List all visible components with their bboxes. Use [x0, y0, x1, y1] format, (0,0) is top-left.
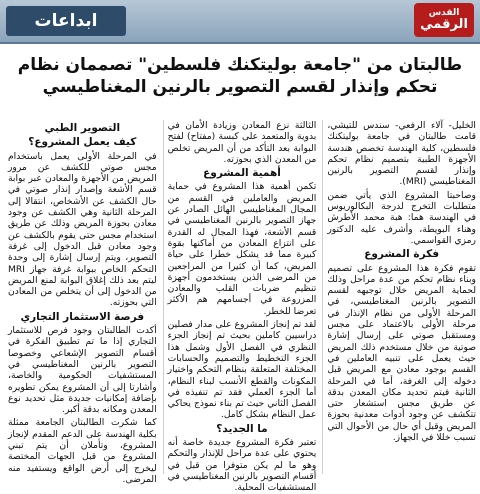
subheading: أهمية المشروع: [203, 167, 281, 180]
paragraph: الثالثة نزع المعادن وزيادة الأمان في بدوية والمتعمد على كبسة (مفتاح) لفتح البوابة بعد التأكد من أن المريض تخلص من المعدن الذي بحوزته.: [167, 120, 317, 165]
subheading: التصوير الطبي: [44, 122, 121, 134]
paragraph: كما شكرت الطالبتان الجامعة ممثلة بكلية الهندسة على الدعم المقدم لإنجاز المشروع، وتأملان أن يتم تبني المشروع من قبل الجهات المختصة ليخرج إلى أرض الواقع ويستفيد منه المرضى.: [7, 417, 157, 485]
paragraph: وصاحبتا المشروع الذي يأتي ضمن متطلبات التخرج لدرجة البكالوريوس في الهندسة هما: هبة محمد الأطرش وهناء البويطة، وأشرف عليه الدكتور رمزي القواسمي.: [327, 189, 476, 246]
subheading: كيف يعمل المشروع؟: [28, 136, 137, 149]
paragraph: تقوم فكرة هذا المشروع على تصميم وبناء نظام تحكم من عدة مراحل وذلك لحماية المريض خلال توجيهه لقسم التصوير بالرنين المغناطيسي، في المرحلة الأولى من نظام الإنذار في مرحلة الأولى بالاعتماد على مجس ومستقبل صوتي على إرسال إشارة صوتية من خلال مستخدم ذلك المريض حيث يعمل على تنبيه العاملين في القسم بوجود معادن مع المريض قبل دخوله إلى الغرفة، أما في المرحلة الثانية فيتم تحديد مكان المعدن بدقة عن طريق مجس استشعار حتى تتكشف عن وجود أدوات معدنية بحوزة المريض وقبل أي حال من الأحوال التي تسبب خللا في الجهاز.: [327, 262, 476, 444]
section-label[interactable]: ابداعات: [6, 6, 126, 36]
subheading: فكرة المشروع: [364, 248, 440, 261]
paragraph: تعتبر فكرة المشروع جديدة خاصة أنه يحتوي على عدة مراحل للإنذار والتحكم وهو ما لم يكن متوفرا من قبل في أقسام التصوير بالرنين المغناطيسي في المستشفيات المحلية.: [167, 437, 317, 494]
subheading: فرصة الاستثمار التجاري: [20, 310, 145, 323]
paragraph: لقد تم إنجاز المشروع على مدار فصلين دراسيين كاملين بحيث تم إنجاز الجزء النظري في الفصل الأول وشمل هذا الجزء التخطيط والتصميم والحسابات المختلفة المتعلقة بنظام التحكم واختيار المكونات والقطع الأنسب لبناء النظام، أما الجزء العملي فقد تم تنفيذه في الفصل الثاني حيث تم بناء نموذج يحاكي عمل النظام بشكل كامل.: [167, 319, 317, 421]
header-bar: [0, 0, 480, 44]
article-body: [4, 120, 476, 494]
column-right: [322, 120, 476, 474]
paragraph: في المرحلة الأولى يعمل باستخدام مجس صوتي للكشف عن مرور المريض من الأجهزة والمعادن عبر بوابة قسم الأشعة وإصدار إنذار صوتي في حال الكشف عن الأشخاص، انتقالا إلى المرحلة الثانية وهي الكشف عن وجود معادن بحوزة المريض وذلك عن طريق استخدام مجس حتى يقوم بالكشف عن وجود معادن قبل الدخول إلى غرفة التصوير، ويتم إرسال إشارة إلى وحدة التحكم الخاص ببوابة غرفة جهاز MRI ليتم بعد ذلك إغلاق البوابة لمنع المريض من الدخول إلى أن يتخلص من المعادن التي بحوزته.: [7, 150, 157, 309]
logo-line-2: الرقمي: [420, 17, 468, 32]
column-middle: [163, 120, 317, 494]
subheading: ما الجديد؟: [216, 422, 268, 435]
paragraph: الخليل- آلاء الرفعي- سندس للتيشي، قامت طالبتان في جامعة بوليتكنك فلسطين، كلية الهندسة تخصص هندسة الأجهزة الطبية بتصميم نظام تحكم وإنذار لقسم التصوير بالرنين المغناطيسي (MRI).: [327, 120, 476, 188]
logo-line-1: القدس: [428, 8, 460, 18]
article-headline: طالبتان من "جامعة بوليتكنك فلسطين" تصممان نظام تحكم وإنذار لقسم التصوير بالرنين المغناطيسي: [17, 55, 463, 97]
newspaper-logo[interactable]: [414, 3, 474, 37]
paragraph: أكدت الطالبتان وجود فرص للاستثمار التجاري إذا ما تم تطبيق الفكرة في أقسام التصوير الإشعاعي وخصوصا التصوير بالرنين المغناطيسي في المستشفيات الحكومية والخاصة، وأشارتا إلى أن المشروع يمكن تطويره بإضافة إمكانيات جديدة مثل تحديد نوع المعدن ومكانه بدقة أكبر.: [7, 325, 157, 416]
column-left: [4, 120, 157, 485]
paragraph: تكمن أهمية هذا المشروع في حماية المريض والعاملين في القسم من المجال المغناطيسي الهائل الصادر عن جهاز التصوير بالرنين المغناطيسي في قسم الأشعة، فهذا المجال له القدرة على انتزاع المعادن من أماكنها بقوة كبيرة مما قد يشكل خطرا على حياة المريض، كما أن كثيرا من المراجعين من المرضى الذين يستخدمون أجهزة تنظيم ضربات القلب والمعادن المزروعة في أجسامهم هم الأكثر تعرضا للخطر.: [167, 181, 317, 317]
